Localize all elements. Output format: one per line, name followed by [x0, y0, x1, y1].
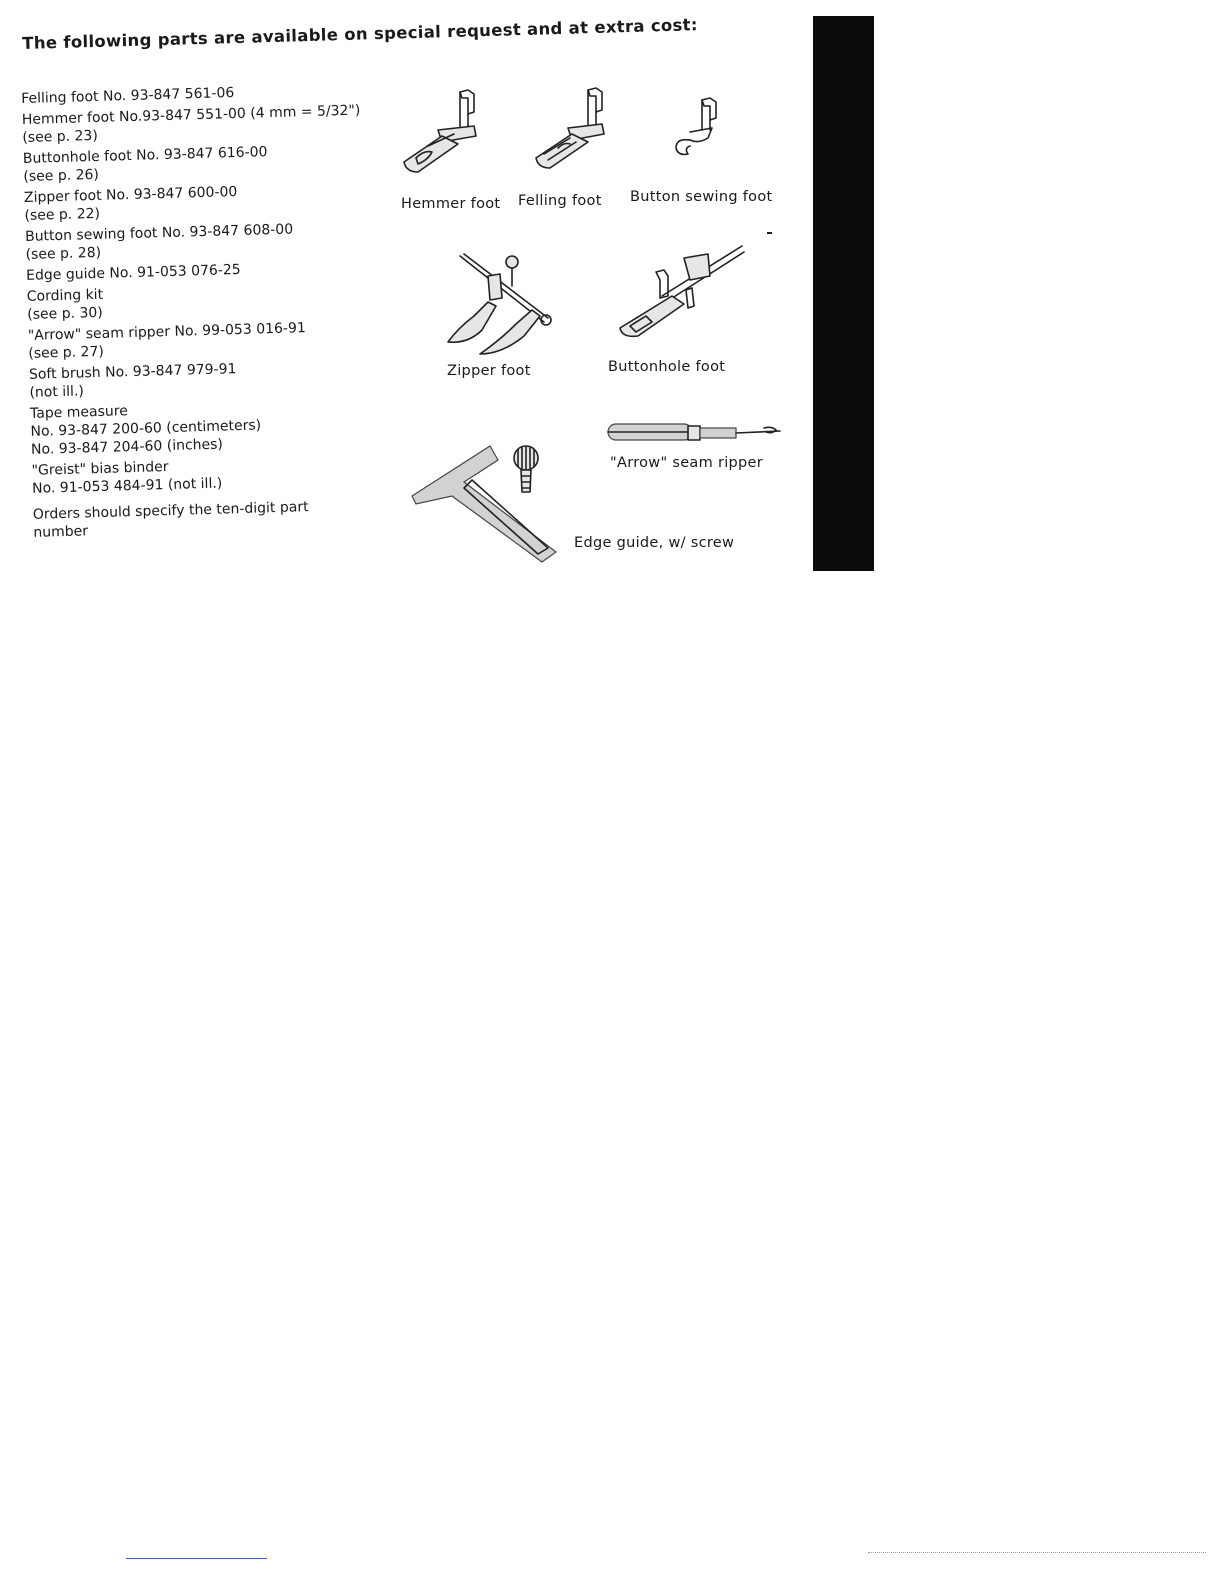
small-dash-mark [767, 232, 772, 234]
part-reference: (see p. 30) [27, 304, 103, 323]
zipper-foot-caption: Zipper foot [447, 363, 531, 379]
felling-foot-illustration [530, 84, 620, 179]
buttonhole-foot-illustration [612, 236, 752, 346]
orders-note-line: Orders should specify the ten-digit part [32, 499, 309, 523]
hemmer-foot-caption: Hemmer foot [401, 196, 501, 212]
part-reference: (not ill.) [29, 383, 85, 401]
part-reference: (see p. 26) [23, 166, 100, 185]
part-line: Cording kit [26, 286, 104, 305]
orders-note-line: number [33, 523, 89, 541]
felling-foot-caption: Felling foot [518, 193, 602, 209]
seam-ripper-illustration [604, 418, 786, 448]
list-item [30, 394, 411, 459]
button-sewing-foot-caption: Button sewing foot [630, 189, 773, 205]
hemmer-foot-illustration [398, 86, 488, 181]
seam-ripper-caption: "Arrow" seam ripper [610, 455, 764, 471]
part-reference: (see p. 22) [24, 205, 101, 224]
list-item [31, 451, 412, 498]
part-line: "Arrow" seam ripper No. 99-053 016-91 [27, 320, 306, 344]
page-edge-black-bar [813, 16, 874, 571]
button-sewing-foot-illustration [668, 92, 728, 162]
edge-guide-illustration [406, 440, 566, 565]
zipper-foot-illustration [440, 246, 560, 361]
buttonhole-foot-caption: Buttonhole foot [608, 359, 726, 375]
part-line: "Greist" bias binder [31, 459, 169, 479]
part-reference: (see p. 23) [22, 127, 99, 146]
part-number-cm: No. 93-847 200-60 (centimeters) [30, 417, 262, 440]
bottom-dotted-rule [868, 1552, 1206, 1553]
part-line: Hemmer foot No.93-847 551-00 (4 mm = 5/32") [21, 102, 361, 128]
part-reference: (see p. 27) [28, 343, 105, 362]
part-line: Button sewing foot No. 93-847 608-00 [24, 221, 294, 245]
page-heading: The following parts are available on special request and at extra cost: [22, 15, 699, 53]
bottom-blue-rule [126, 1558, 267, 1559]
part-line: Edge guide No. 91-053 076-25 [25, 261, 241, 284]
part-line: Soft brush No. 93-847 979-91 [28, 361, 237, 383]
part-reference: (see p. 28) [25, 244, 102, 263]
part-line: Tape measure [29, 403, 129, 422]
part-number-inches: No. 93-847 204-60 (inches) [30, 436, 224, 458]
orders-note [33, 495, 414, 542]
part-reference: No. 91-053 484-91 (not ill.) [31, 475, 223, 497]
part-line: Buttonhole foot No. 93-847 616-00 [22, 144, 268, 167]
edge-guide-caption: Edge guide, w/ screw [574, 535, 735, 551]
part-line: Zipper foot No. 93-847 600-00 [23, 184, 238, 206]
part-line: Felling foot No. 93-847 561-06 [21, 85, 235, 107]
parts-list [21, 79, 414, 544]
